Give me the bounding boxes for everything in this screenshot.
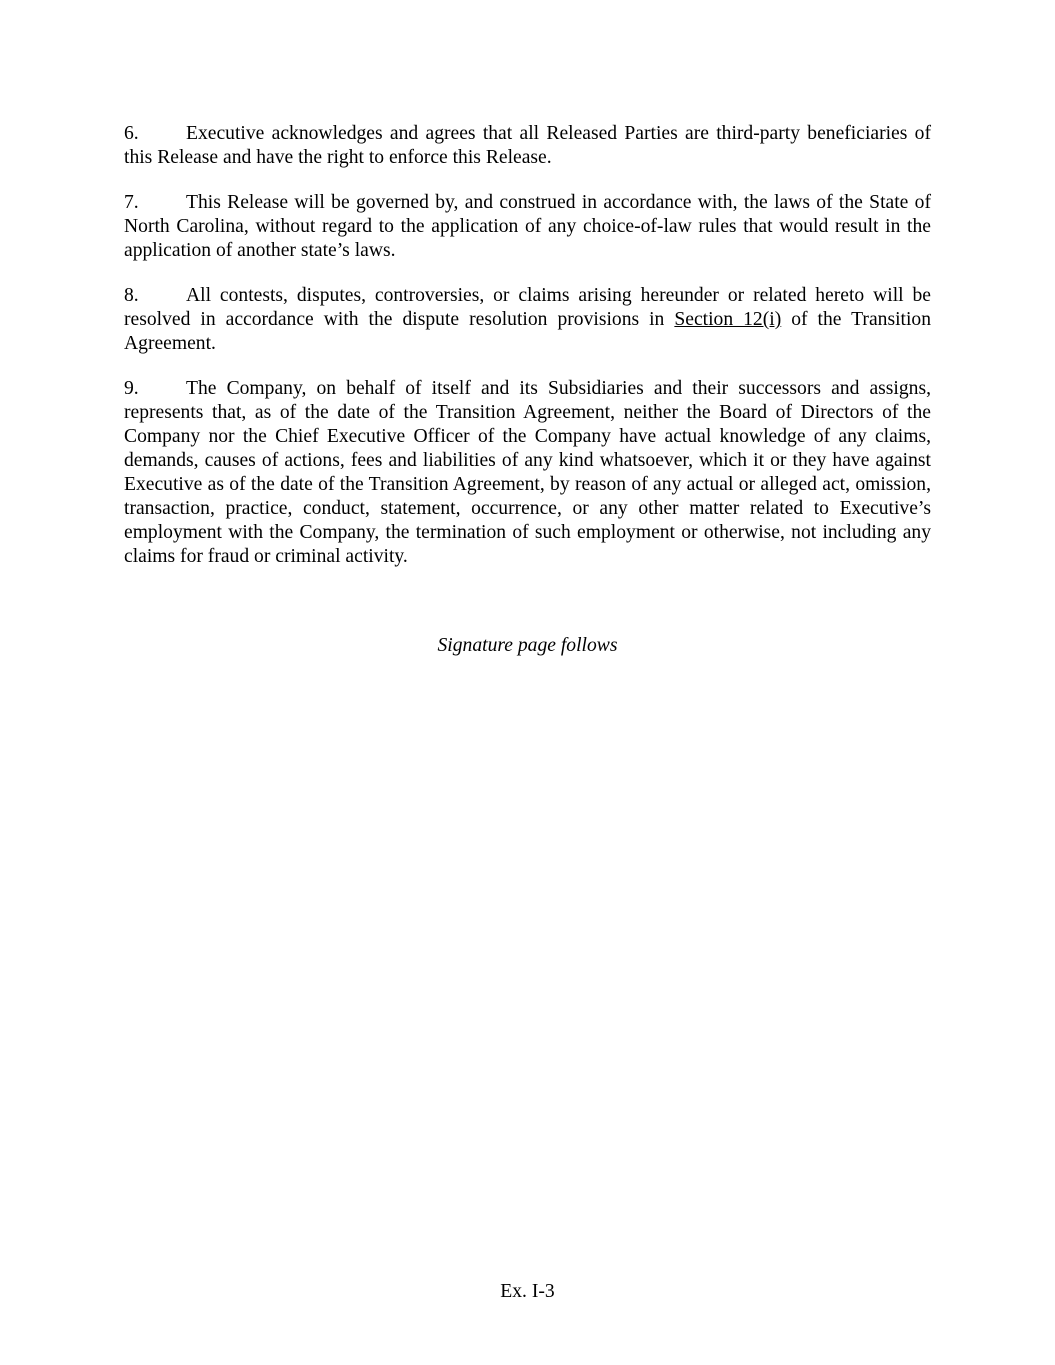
- paragraph-6: [124, 122, 931, 170]
- paragraph-text: Executive acknowledges and agrees that all Released Parties are third-party beneficiaries of this Release and have the right to enforce this Release.: [124, 123, 931, 168]
- paragraph-text: The Company, on behalf of itself and its Subsidiaries and their successors and assigns, represents that, as of the date of the Transition Agreement, neither the Board of Directors of the Company nor the Chief Executive Officer of the Company have actual knowledge of any claims, demands, causes of actions, fees and liabilities of any kind whatsoever, which it or they have against Executive as of the date of the Transition Agreement, by reason of any actual or alleged act, omission, transaction, practice, conduct, statement, occurrence, or any other matter related to Executive’s employment with the Company, the termination of such employment or otherwise, not including any claims for fraud or criminal activity.: [124, 378, 931, 567]
- paragraph-text-continued: of the Transition Agreement.: [124, 309, 931, 354]
- paragraph-number: 9.: [124, 378, 139, 399]
- document-body: [124, 122, 931, 590]
- paragraph-number: 6.: [124, 123, 139, 144]
- paragraph-8: [124, 284, 931, 356]
- paragraph-number: 8.: [124, 285, 139, 306]
- signature-page-note: Signature page follows: [437, 635, 618, 656]
- paragraph-9: [124, 377, 931, 569]
- section-reference: Section 12(i): [674, 309, 782, 330]
- page-footer: Ex. I-3: [500, 1281, 555, 1302]
- paragraph-number: 7.: [124, 192, 139, 213]
- paragraph-text: This Release will be governed by, and construed in accordance with, the laws of the State of North Carolina, without regard to the application of any choice-of-law rules that would result in the application of another state’s laws.: [124, 192, 931, 261]
- paragraph-7: [124, 191, 931, 263]
- paragraph-text: All contests, disputes, controversies, or claims arising hereunder or related hereto will be resolved in accordance with the dispute resolution provisions in: [124, 285, 931, 330]
